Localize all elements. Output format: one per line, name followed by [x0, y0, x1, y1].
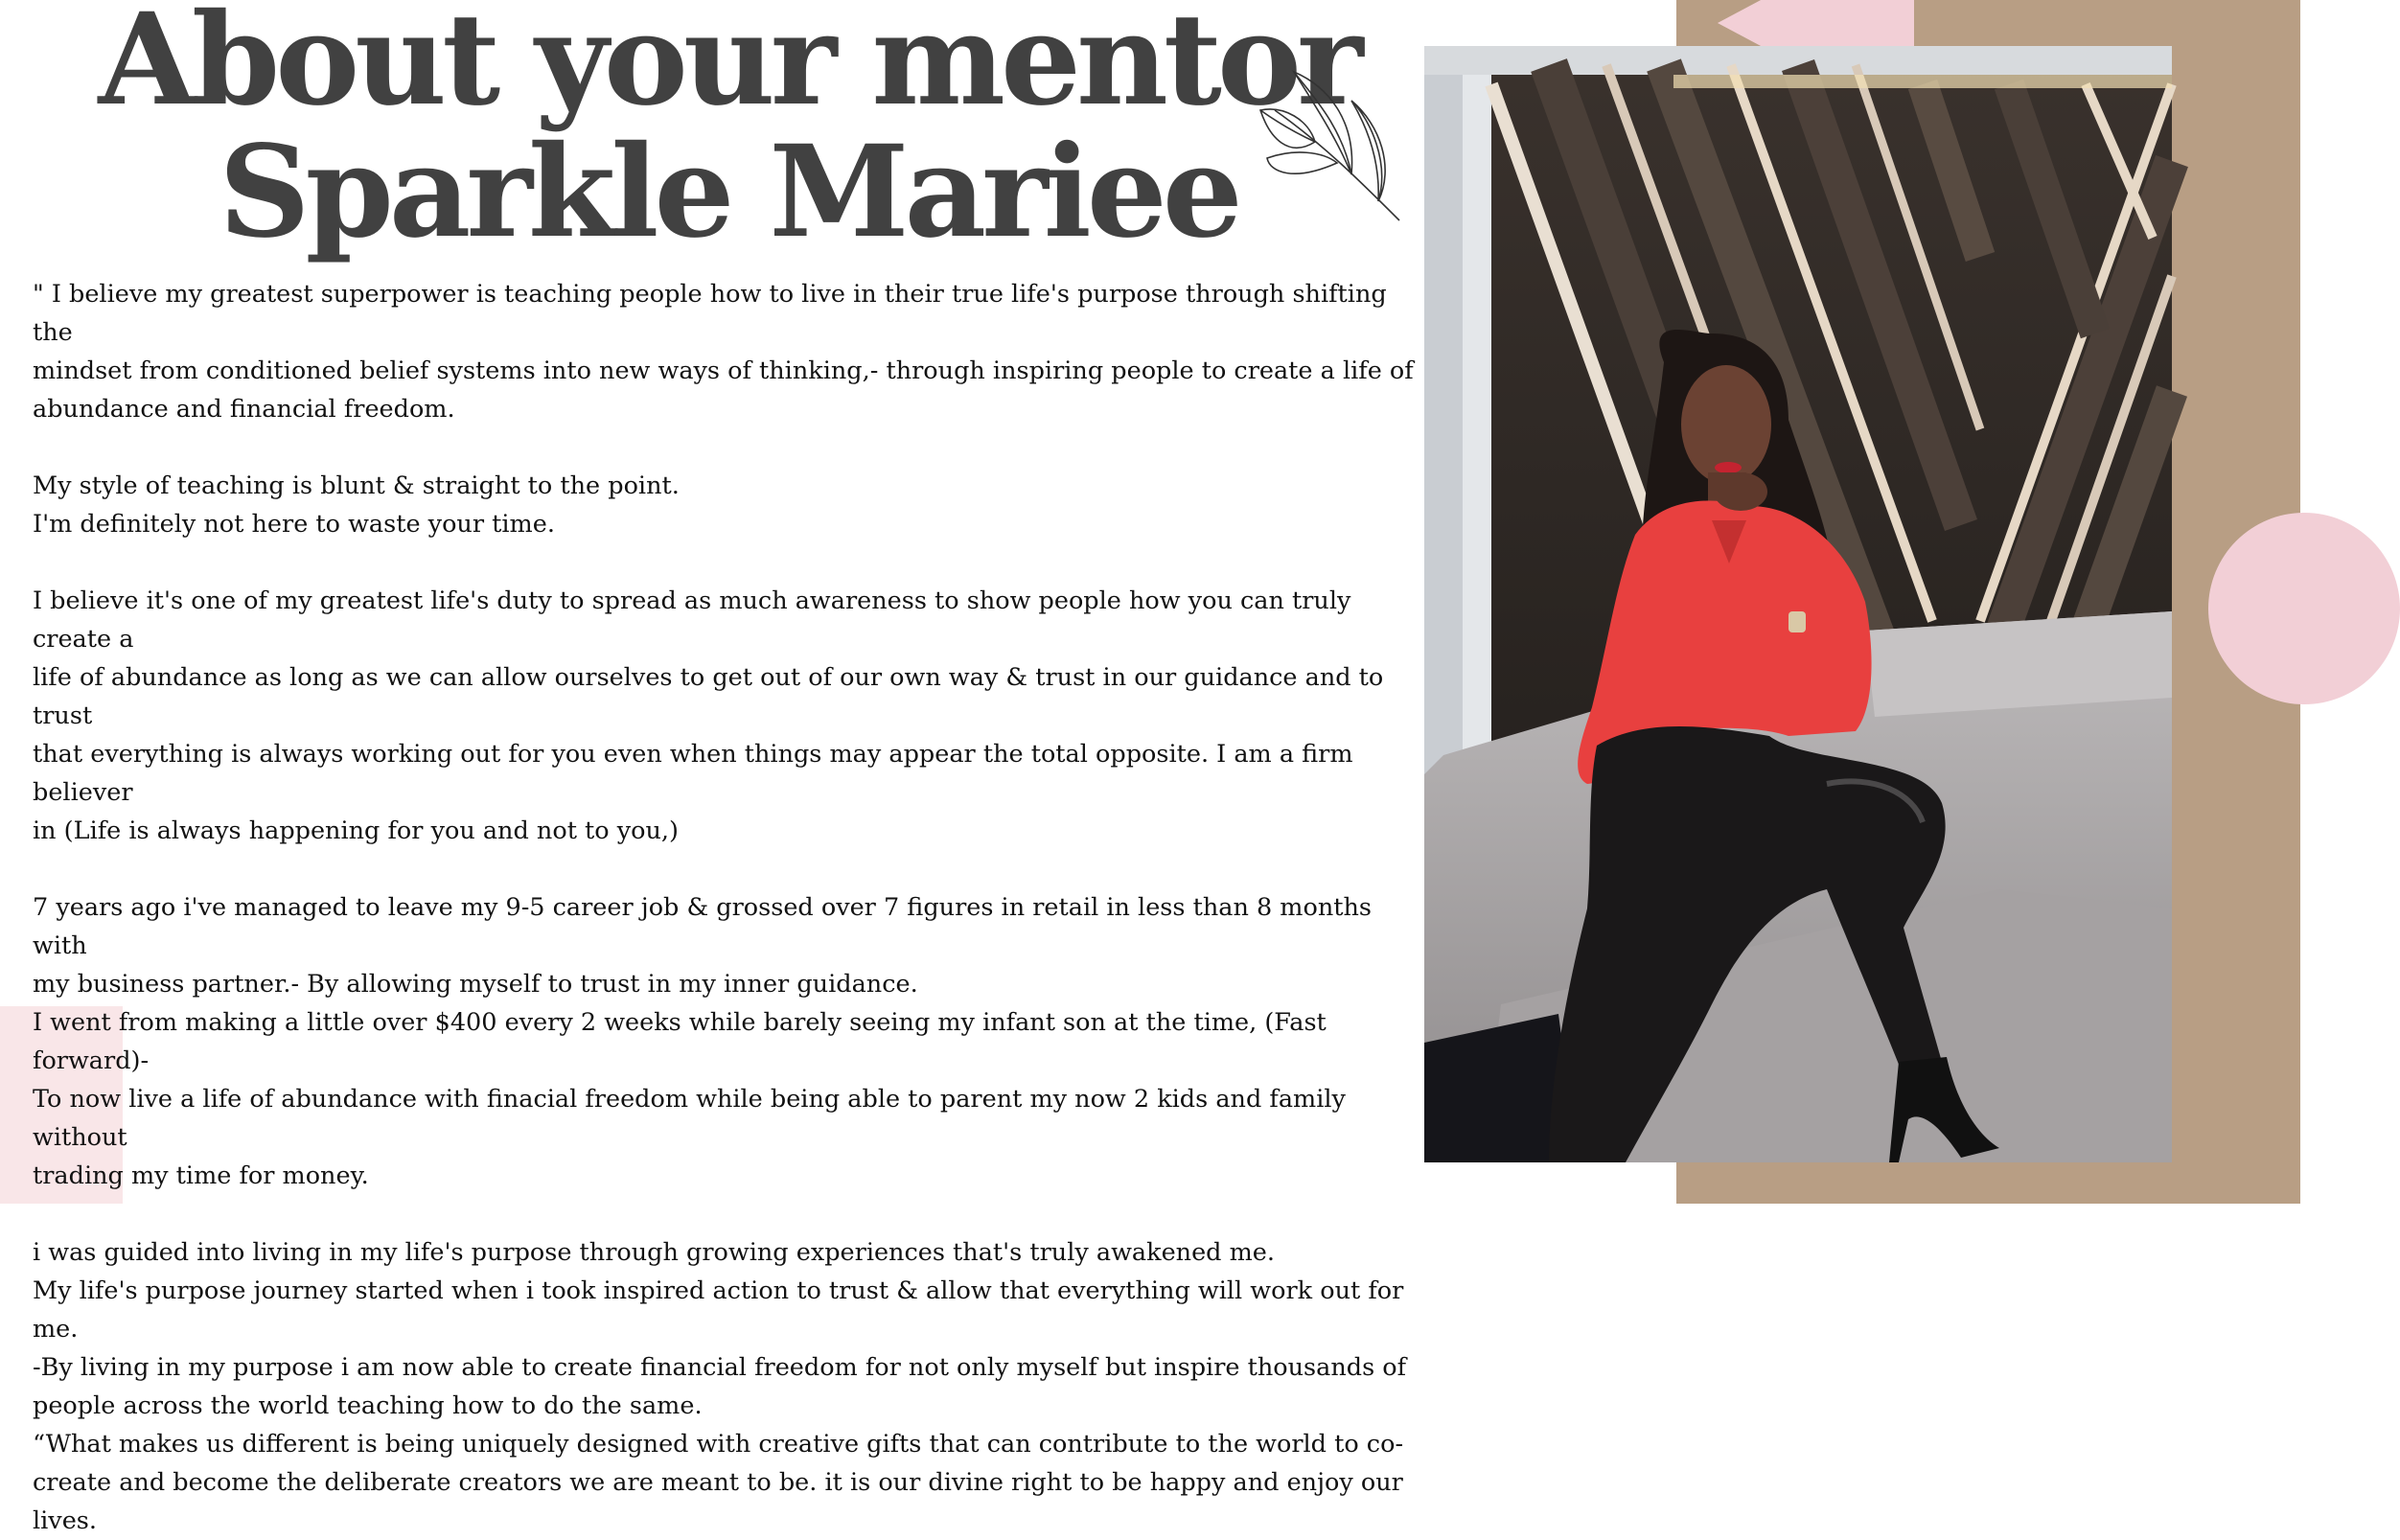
mentor-bio [33, 275, 1427, 1540]
leaf-sketch-icon [1256, 67, 1409, 230]
title-line-2: Sparkle Mariee [219, 118, 1238, 266]
title-line-1: About your mentor [98, 0, 1359, 134]
bio-paragraph-superpower: " I believe my greatest superpower is teaching people how to live in their true life's purpose through shifting the mindset from conditioned belief systems into new ways of thinking,- through inspiring people to create a life of abundance and financial freedom. [33, 280, 1414, 424]
pink-circle-shape [2208, 513, 2400, 704]
bio-paragraph-teaching-style: My style of teaching is blunt & straight to the point. I'm definitely not here to waste your time. [33, 471, 680, 539]
bio-paragraph-awareness: I believe it's one of my greatest life's duty to spread as much awareness to show people how you can truly create a life of abundance as long as we can allow ourselves to get out of our own way & trust in our guidance and to trust that everything is always working out for you even when things may appear the total opposite. I am a firm believer in (Life is always happening for you and not to you,) [33, 586, 1384, 845]
bio-paragraph-purpose: i was guided into living in my life's purpose through growing experiences that's truly awakened me. My life's purpose journey started when i took inspired action to trust & allow that everything will work out for me. -By living in my purpose i am now able to create financial freedom for not only myself but inspire thousands of people across the world teaching how to do the same. “What makes us different is being uniquely designed with creative gifts that can contribute to the world to co- create and become the deliberate creators we are meant to be. it is our divine right to be happy and enjoy our lives. [33, 1238, 1407, 1535]
page-title [58, 0, 1399, 266]
bio-paragraph-career: 7 years ago i've managed to leave my 9-5 career job & grossed over 7 figures in retail in less than 8 months with my business partner.- By allowing myself to trust in my inner guidance. I went from making a little over $400 every 2 weeks while barely seeing my infant son at the time, (Fast forward)- To now live a life of abundance with finacial freedom while being able to parent my now 2 kids and family without trading my time for money. [33, 893, 1373, 1190]
mentor-photo [1424, 46, 2172, 1162]
